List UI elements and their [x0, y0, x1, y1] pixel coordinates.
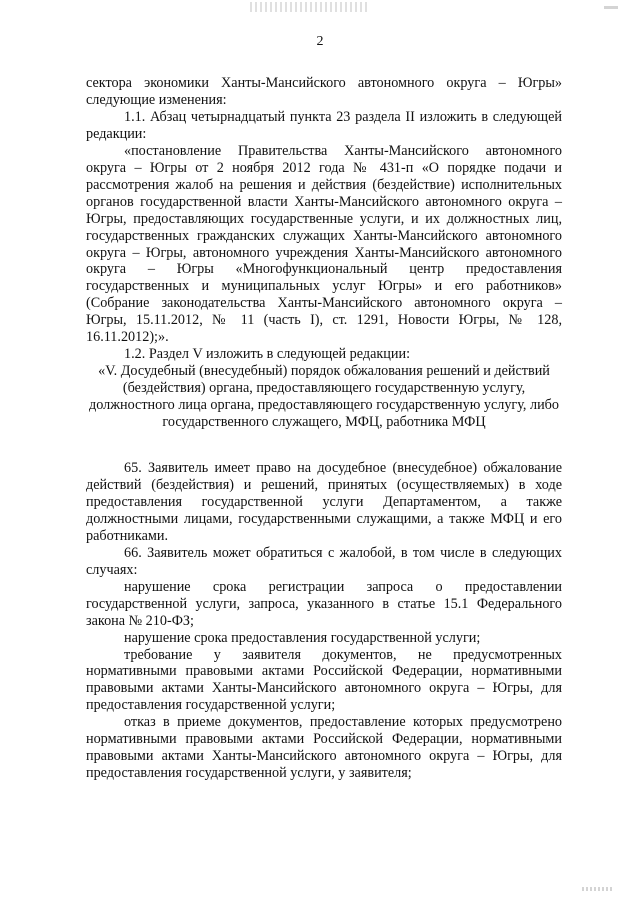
- paragraph-1-1: 1.1. Абзац четырнадцатый пункта 23 раздела II изложить в следующей редакции:: [86, 108, 562, 142]
- scan-noise-bottom-right: [582, 887, 612, 891]
- list-item-documents-refusal: отказ в приеме документов, предоставление которых предусмотрено нормативными правовыми актами Российской Федерации, нормативными правовыми актами Ханты-Мансийского автономного округа – Югры, для предоставления государственной услуги, у заявителя;: [86, 714, 562, 782]
- list-item-service-term: нарушение срока предоставления государственной услуги;: [124, 629, 481, 646]
- paragraph-66: 66. Заявитель может обратиться с жалобой, в том числе в следующих случаях:: [86, 544, 562, 578]
- paragraph-amendment-intro: сектора экономики Ханты-Мансийского автономного округа – Югры» следующие изменения:: [86, 75, 562, 108]
- blank-line: [86, 431, 562, 460]
- document-body: [86, 75, 562, 782]
- paragraph-65: 65. Заявитель имеет право на досудебное (внесудебное) обжалование действий (бездействия) и решений, принятых (осуществляемых) в ходе предоставления государственной услуги Департаментом, а также должностными лицами, государственными служащими, а также МФЦ и его работниками.: [86, 460, 562, 544]
- scan-noise-top-right: [604, 6, 618, 9]
- section-heading: «V. Досудебный (внесудебный) порядок обжалования решений и действий (бездействия) органа, предоставляющего государственную услугу, должностного лица органа, предоставляющего государственную услугу, либо государственного служащего, МФЦ, работника МФЦ: [88, 363, 559, 431]
- page-number: 2: [316, 34, 324, 49]
- paragraph-1-2: 1.2. Раздел V изложить в следующей редакции:: [124, 346, 411, 363]
- list-item-registration: нарушение срока регистрации запроса о предоставлении государственной услуги, запроса, указанного в статье 15.1 Федерального закона № 210-ФЗ;: [86, 578, 562, 629]
- list-item-documents-demand: требование у заявителя документов, не предусмотренных нормативными правовыми актами Российской Федерации, нормативными правовыми актами Ханты-Мансийского автономного округа – Югры, для предоставления государственной услуги;: [86, 646, 562, 714]
- paragraph-quote-resolution: «постановление Правительства Ханты-Мансийского автономного округа – Югры от 2 ноября 2012 года № 431-п «О порядке подачи и рассмотрения жалоб на решения и действия (бездействие) исполнительных органов государственной власти Ханты-Мансийского автономного округа – Югры, предоставляющих государственные услуги, и их должностных лиц, государственных гражданских служащих Ханты-Мансийского автономного округа – Югры, автономного учреждения Ханты-Мансийского автономного округа – Югры «Многофункциональный центр предоставления государственных и муниципальных услуг Югры» и его работников» (Собрание законодательства Ханты-Мансийского автономного округа – Югры, 15.11.2012, № 11 (часть I), ст. 1291, Новости Югры, № 128, 16.11.2012);».: [86, 142, 562, 346]
- scan-noise-top: [250, 2, 370, 12]
